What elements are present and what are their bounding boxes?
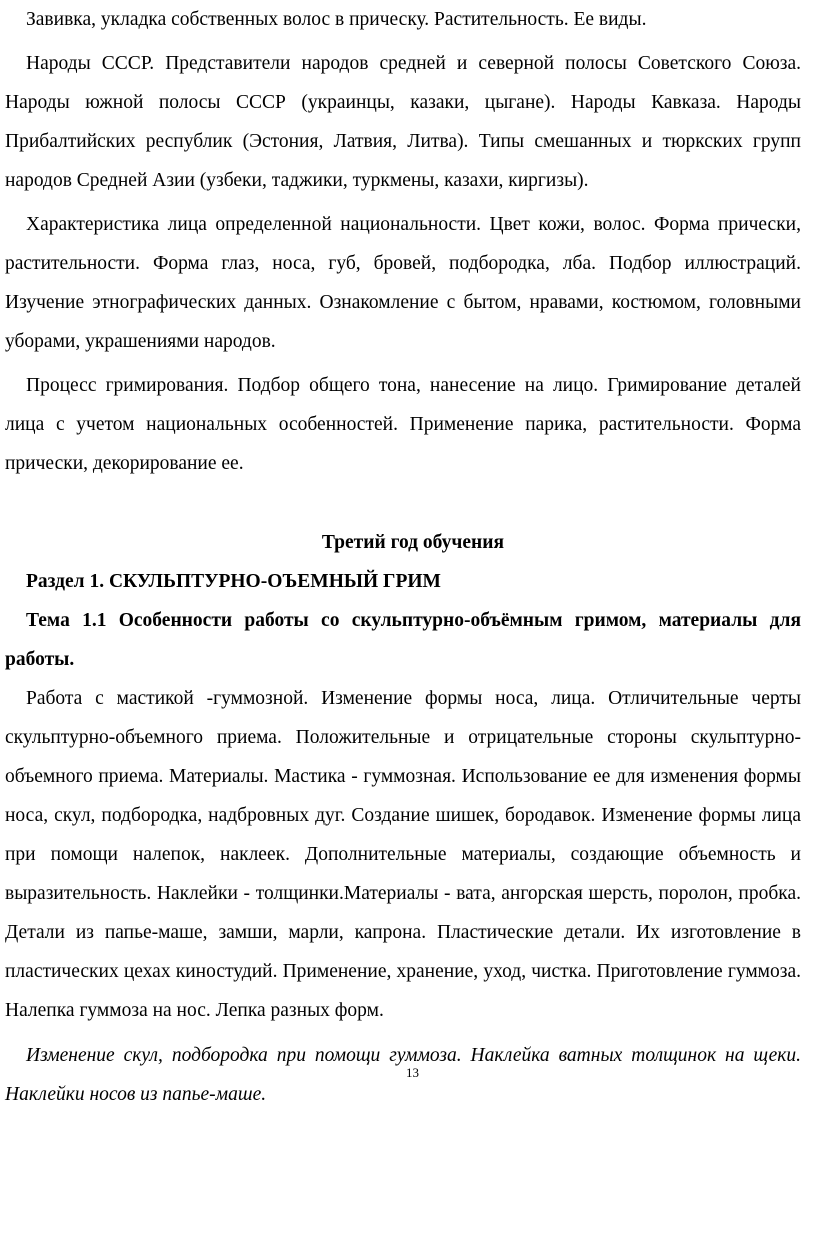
paragraph-mastic-work: Работа с мастикой -гуммозной. Изменение формы носа, лица. Отличительные черты скульптурно-объемного приема. Положительные и отрицательные стороны скульптурно-объемного приема. Материалы. Мастика - гуммозная. Использование ее для изменения формы носа, скул, подбородка, надбровных дуг. Создание шишек, бородавок. Изменение формы лица при помощи налепок, наклеек. Дополнительные материалы, создающие объемность и выразительность. Наклейки - толщинки.Материалы - вата, ангорская шерсть, поролон, пробка. Детали из папье-маше, замши, марли, капрона. Пластические детали. Их изготовление в пластических цехах киностудий. Применение, хранение, уход, чистка. Приготовление гуммоза. Налепка гуммоза на нос. Лепка разных форм. xyxy=(5,688,801,1021)
page-number: 13 xyxy=(406,1065,419,1080)
paragraph-curling: Завивка, укладка собственных волос в прическу. Растительность. Ее виды. xyxy=(26,9,647,30)
document-page xyxy=(5,0,801,1114)
section-heading: Раздел 1. СКУЛЬПТУРНО-ОЪЕМНЫЙ ГРИМ xyxy=(26,571,441,592)
paragraph-face-characteristics: Характеристика лица определенной национальности. Цвет кожи, волос. Форма прически, растительности. Форма глаз, носа, губ, бровей, подбородка, лба. Подбор иллюстраций. Изучение этнографических данных. Ознакомление с бытом, нравами, костюмом, головными уборами, украшениями народов. xyxy=(5,214,801,352)
year-heading: Третий год обучения xyxy=(321,532,505,553)
paragraph-peoples-ussr: Народы СССР. Представители народов средней и северной полосы Советского Союза. Народы южной полосы СССР (украинцы, казаки, цыгане). Народы Кавказа. Народы Прибалтийских республик (Эстония, Латвия, Литва). Типы смешанных и тюркских групп народов Средней Азии (узбеки, таджики, туркмены, казахи, киргизы). xyxy=(5,53,801,191)
topic-heading: Тема 1.1 Особенности работы со скульптурно-объёмным гримом, материалы для работы. xyxy=(5,610,801,670)
paragraph-italic-practice: Изменение скул, подбородка при помощи гуммоза. Наклейка ватных толщинок на щеки. Наклейки носов из папье-маше. xyxy=(5,1045,801,1105)
paragraph-makeup-process: Процесс гримирования. Подбор общего тона, нанесение на лицо. Гримирование деталей лица с учетом национальных особенностей. Применение парика, растительности. Форма прически, декорирование ее. xyxy=(5,375,801,474)
